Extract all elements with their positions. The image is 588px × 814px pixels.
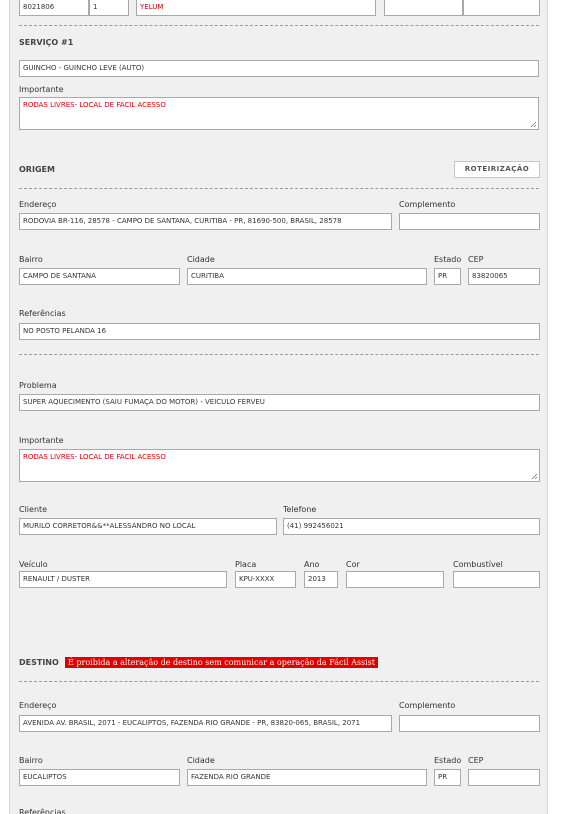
origin-address-field[interactable]: RODOVIA BR-116, 28578 - CAMPO DE SANTANA, CURITIBA - PR, 81690-500, BRASIL, 28578 xyxy=(19,213,392,230)
destination-address-label: Endereço xyxy=(19,701,57,710)
year-label: Ano xyxy=(304,560,320,569)
fuel-label: Combustível xyxy=(453,560,503,569)
origin-references-field[interactable]: NO POSTO PELANDA 16 xyxy=(19,323,540,340)
destination-section-title: DESTINO xyxy=(19,658,59,667)
important-label: Importante xyxy=(19,436,64,445)
service-important-text: RODAS LIVRES- LOCAL DE FACIL ACESSO xyxy=(23,101,166,109)
code-field[interactable]: 8021806 xyxy=(19,0,89,16)
origin-section-title: ORIGEM xyxy=(19,165,55,174)
destination-complement-field[interactable] xyxy=(399,715,540,732)
form-panel xyxy=(9,0,548,814)
divider xyxy=(19,354,539,355)
origin-cep-field[interactable]: 83820065 xyxy=(468,268,540,285)
destination-cep-field[interactable] xyxy=(468,769,540,786)
service-important-textarea[interactable] xyxy=(19,97,539,130)
destination-references-label: Referências xyxy=(19,808,66,814)
origin-state-label: Estado xyxy=(434,255,462,264)
important-text: RODAS LIVRES- LOCAL DE FACIL ACESSO xyxy=(23,453,166,461)
origin-neighborhood-label: Bairro xyxy=(19,255,43,264)
destination-warning-badge: É proibida a alteração de destino sem comunicar a operação da Fácil Assist xyxy=(65,657,378,668)
resize-grip-icon[interactable] xyxy=(530,121,537,128)
origin-neighborhood-field[interactable]: CAMPO DE SANTANA xyxy=(19,268,180,285)
problem-field[interactable]: SUPER AQUECIMENTO (SAIU FUMAÇA DO MOTOR) - VEICULO FERVEU xyxy=(19,394,540,411)
destination-complement-label: Complemento xyxy=(399,701,456,710)
plate-label: Placa xyxy=(235,560,257,569)
plate-field[interactable]: KPU-XXXX xyxy=(235,571,296,588)
phone-field[interactable]: (41) 992456021 xyxy=(283,518,540,535)
important-textarea[interactable] xyxy=(19,449,540,482)
origin-state-field[interactable]: PR xyxy=(434,268,461,285)
origin-city-field[interactable]: CURITIBA xyxy=(187,268,427,285)
color-label: Cor xyxy=(346,560,360,569)
destination-city-field[interactable]: FAZENDA RIO GRANDE xyxy=(187,769,427,786)
fuel-field[interactable] xyxy=(453,571,540,588)
route-button[interactable]: ROTEIRIZAÇÃO xyxy=(454,161,540,178)
service-type-field[interactable]: GUINCHO - GUINCHO LEVE (AUTO) xyxy=(19,60,539,77)
destination-neighborhood-field[interactable]: EUCALIPTOS xyxy=(19,769,180,786)
origin-complement-label: Complemento xyxy=(399,200,456,209)
qty-field[interactable]: 1 xyxy=(89,0,129,16)
destination-state-label: Estado xyxy=(434,756,462,765)
origin-city-label: Cidade xyxy=(187,255,215,264)
destination-state-field[interactable]: PR xyxy=(434,769,461,786)
top-extra-field-1[interactable] xyxy=(384,0,463,16)
divider xyxy=(19,25,539,26)
divider xyxy=(19,681,539,682)
service-important-label: Importante xyxy=(19,85,64,94)
vehicle-label: Veículo xyxy=(19,560,48,569)
client-field[interactable]: MURILO CORRETOR&&**ALESSANDRO NO LOCAL xyxy=(19,518,277,535)
destination-city-label: Cidade xyxy=(187,756,215,765)
vehicle-field[interactable]: RENAULT / DUSTER xyxy=(19,571,227,588)
destination-cep-label: CEP xyxy=(468,756,484,765)
destination-address-field[interactable]: AVENIDA AV. BRASIL, 2071 - EUCALIPTOS, FAZENDA RIO GRANDE - PR, 83820-065, BRASIL, 2071 xyxy=(19,715,392,732)
color-field[interactable]: YELUM xyxy=(136,0,376,16)
divider xyxy=(19,188,539,189)
top-extra-field-2[interactable] xyxy=(463,0,540,16)
service-section-title: SERVIÇO #1 xyxy=(19,38,74,47)
origin-references-label: Referências xyxy=(19,309,66,318)
phone-label: Telefone xyxy=(283,505,317,514)
year-field[interactable]: 2013 xyxy=(304,571,338,588)
origin-complement-field[interactable] xyxy=(399,213,540,230)
destination-neighborhood-label: Bairro xyxy=(19,756,43,765)
origin-address-label: Endereço xyxy=(19,200,57,209)
resize-grip-icon[interactable] xyxy=(531,473,538,480)
vehicle-color-field[interactable] xyxy=(346,571,444,588)
problem-label: Problema xyxy=(19,381,57,390)
origin-cep-label: CEP xyxy=(468,255,484,264)
client-label: Cliente xyxy=(19,505,48,514)
